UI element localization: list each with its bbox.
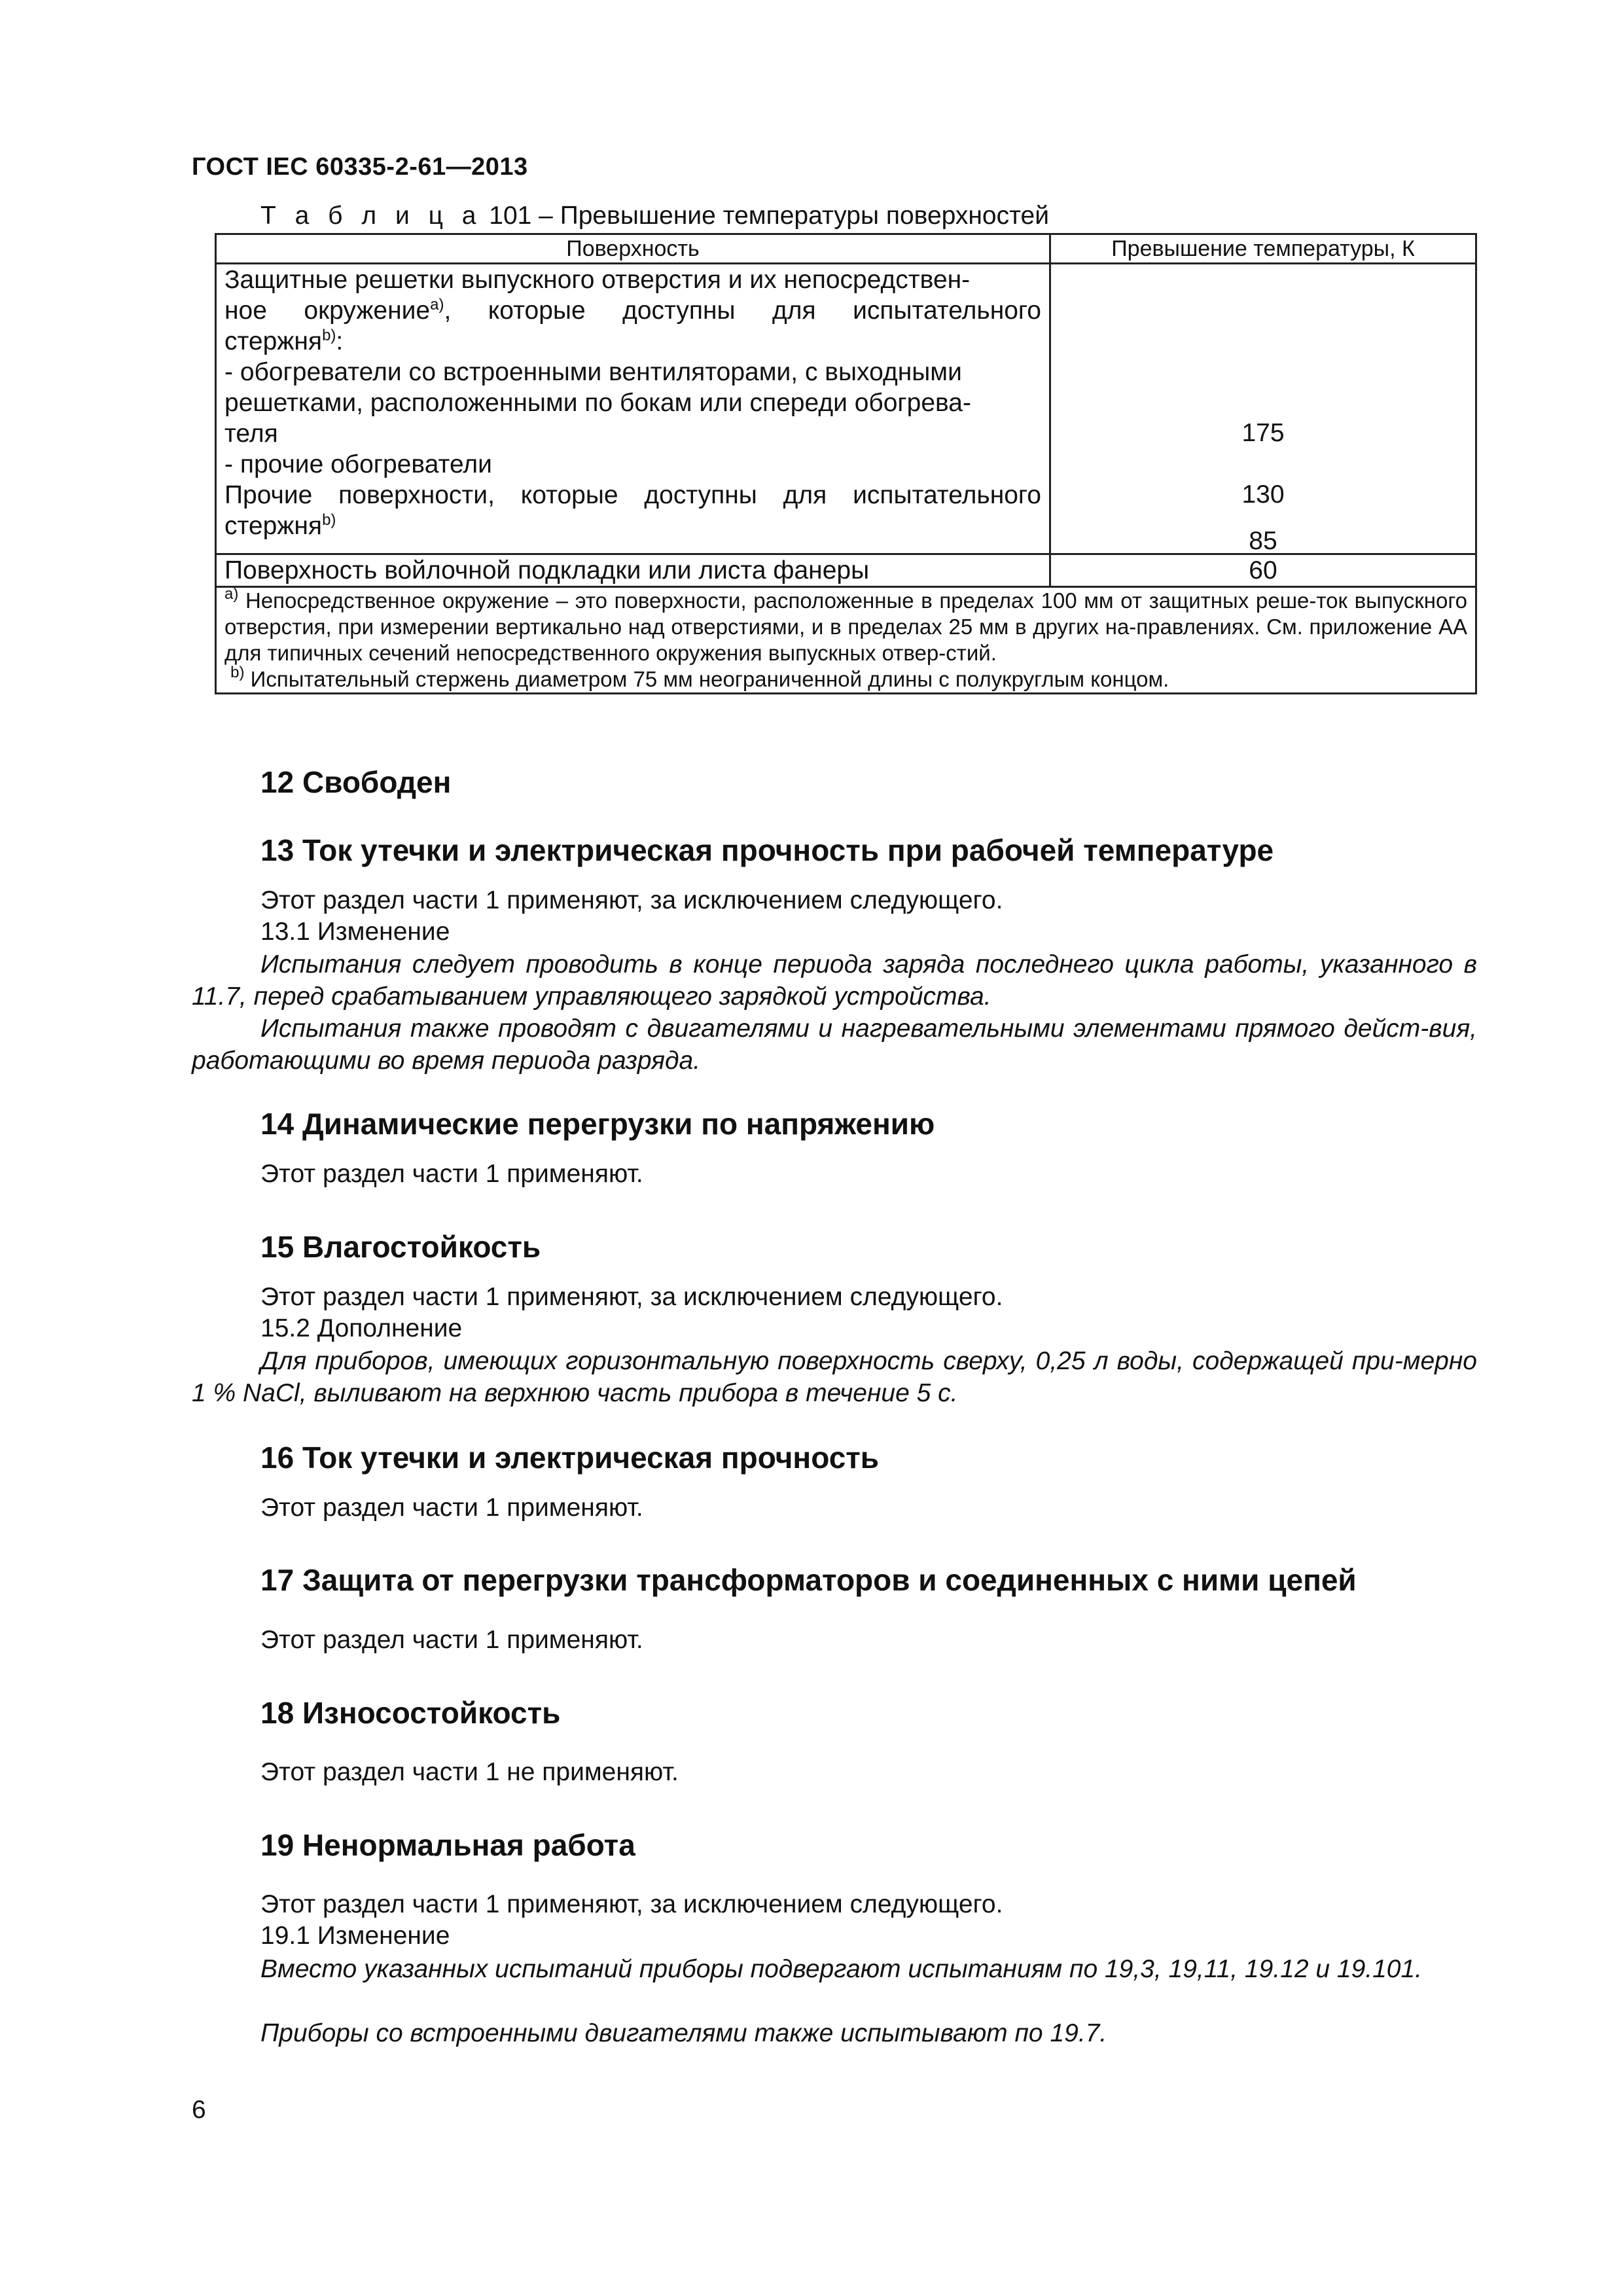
- section-heading-14: 14 Динамические перегрузки по напряжению: [260, 1107, 935, 1141]
- section-heading-12: 12 Свободен: [260, 765, 452, 799]
- clause-19-1: 19.1 Изменение: [260, 1922, 450, 1950]
- table-row: [216, 264, 1476, 554]
- section-heading-15: 15 Влагостойкость: [260, 1230, 541, 1264]
- section-heading-19: 19 Ненормальная работа: [260, 1828, 635, 1862]
- page-number: 6: [192, 2096, 206, 2124]
- value-175: 175: [1241, 419, 1285, 447]
- row-text: Защитные решетки выпускного отверстия и их непосредствен-: [224, 266, 971, 294]
- row-text: Прочие поверхности, которые доступны для испытательного: [224, 481, 1041, 509]
- value-85: 85: [1249, 527, 1277, 555]
- table-notes: [216, 587, 1476, 694]
- row-text: - прочие обогреватели: [224, 450, 492, 478]
- paragraph: Этот раздел части 1 применяют.: [260, 1494, 643, 1522]
- column-header-surface: Поверхность: [216, 234, 1050, 264]
- row-text: решетками, расположенными по бокам или спереди обогрева-: [224, 389, 971, 417]
- italic-paragraph: Испытания следует проводить в конце периода заряда последнего цикла работы, указанного в 11.7, перед срабатыванием управляющего зарядкой устройства.: [192, 950, 1477, 1011]
- table-notes-row: [216, 587, 1476, 694]
- table-caption-title: 101 – Превышение температуры поверхностей: [482, 202, 1050, 230]
- paragraph: Этот раздел части 1 применяют.: [260, 1626, 643, 1654]
- paragraph: Этот раздел части 1 применяют, за исключением следующего.: [260, 1283, 1003, 1311]
- surface-description-cell: [216, 264, 1050, 554]
- temperature-value-cell: 60: [1050, 554, 1476, 587]
- standard-header: ГОСТ IEC 60335-2-61—2013: [192, 153, 528, 181]
- footnote-ref-b: b): [322, 327, 336, 344]
- section-heading-13: 13 Ток утечки и электрическая прочность при рабочей температуре: [260, 833, 1274, 867]
- table-caption: [260, 202, 1049, 230]
- section-heading-17: 17 Защита от перегрузки трансформаторов и соединенных с ними цепей: [260, 1563, 1357, 1597]
- table-caption-label: Т а б л и ц а: [260, 202, 482, 230]
- section-heading-16: 16 Ток утечки и электрическая прочность: [260, 1441, 880, 1475]
- value-130: 130: [1241, 480, 1285, 509]
- section-heading-18: 18 Износостойкость: [260, 1696, 561, 1730]
- italic-paragraph: Приборы со встроенными двигателями также испытывают по 19.7.: [260, 2019, 1107, 2047]
- table-row: [216, 554, 1476, 587]
- table-header-row: [216, 234, 1476, 264]
- italic-paragraph: Для приборов, имеющих горизонтальную поверхность сверху, 0,25 л воды, содержащей при-мерно 1 % NaCl, выливают на верхнюю часть прибора в течение 5 с.: [192, 1347, 1477, 1407]
- surface-description-cell: Поверхность войлочной подкладки или листа фанеры: [216, 554, 1050, 587]
- footnote-ref-a: a): [430, 296, 444, 314]
- paragraph: Этот раздел части 1 применяют, за исключением следующего.: [260, 886, 1003, 914]
- footnote-ref-b: b): [322, 511, 336, 529]
- temperature-values-cell: [1050, 264, 1476, 554]
- clause-13-1: 13.1 Изменение: [260, 918, 450, 946]
- row-text: теля: [224, 420, 278, 448]
- paragraph: Этот раздел части 1 применяют, за исключением следующего.: [260, 1890, 1003, 1918]
- italic-paragraph: Испытания также проводят с двигателями и нагревательными элементами прямого дейст-вия, работающими во время периода разряда.: [192, 1014, 1477, 1075]
- row-text: ное окружение$^{a)}$, которые доступны для испытательного: [224, 296, 1041, 325]
- row-text: стержня$^{b)}$: [224, 511, 336, 540]
- clause-15-2: 15.2 Дополнение: [260, 1314, 463, 1342]
- column-header-temperature: Превышение температуры, К: [1050, 234, 1476, 264]
- italic-paragraph: Вместо указанных испытаний приборы подвергают испытаниям по 19,3, 19,11, 19.12 и 19.101.: [260, 1955, 1422, 1983]
- note-a: $^{a)}$ Непосредственное окружение – это поверхности, расположенные в пределах 100 мм от защитных реше-ток выпускного отверстия, при измерении вертикально над отверстиями, и в пределах 25 мм в других на-правлениях. См. приложение АА для типичных сечений непосредственного окружения выпускных отвер-стий.: [224, 585, 1467, 665]
- paragraph: Этот раздел части 1 не применяют.: [260, 1758, 679, 1786]
- row-text: - обогреватели со встроенными вентиляторами, с выходными: [224, 358, 962, 386]
- row-text: стержня$^{b)}$:: [224, 327, 344, 355]
- note-b: $^{b)}$ Испытательный стержень диаметром 75 мм неограниченной длины с полукруглым концом.: [230, 664, 1169, 691]
- temperature-rise-table: [215, 233, 1477, 694]
- paragraph: Этот раздел части 1 применяют.: [260, 1160, 643, 1188]
